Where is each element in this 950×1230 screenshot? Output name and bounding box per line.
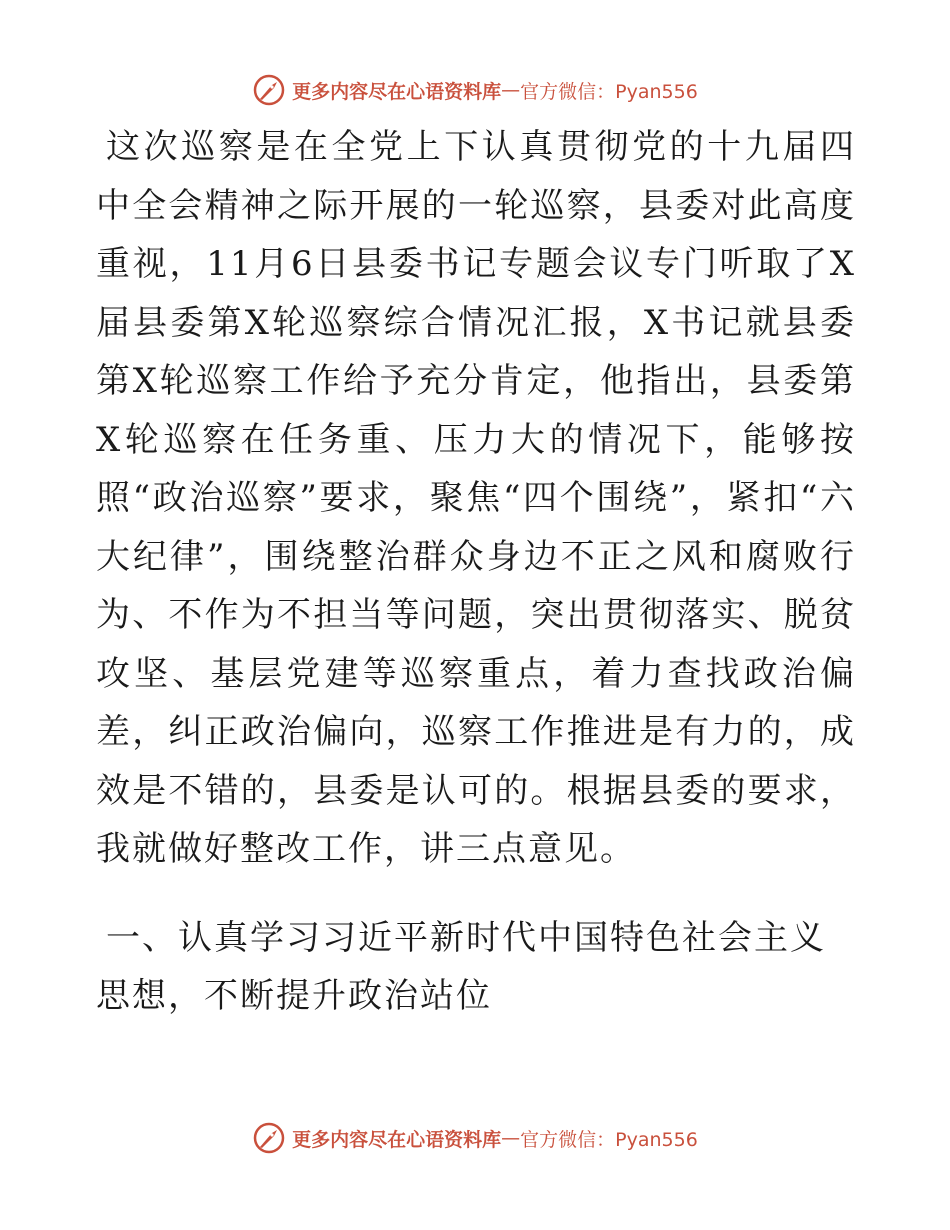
watermark-contact: 官方微信：Pyan556 — [520, 80, 698, 103]
pen-nib-circle-icon — [252, 1121, 286, 1155]
watermark-separator: — — [501, 79, 521, 101]
body-paragraph: 这次巡察是在全党上下认真贯彻党的十九届四中全会精神之际开展的一轮巡察，县委对此高度重视，11月6日县委书记专题会议专门听取了X届县委第X轮巡察综合情况汇报，X书记就县委第X轮巡察工作给予充分肯定，他指出，县委第X轮巡察在任务重、压力大的情况下，能够按照“政治巡察”要求，聚焦“四个围绕”，紧扣“六大纪律”，围绕整治群众身边不正之风和腐败行为、不作为不担当等问题，突出贯彻落实、脱贫攻坚、基层党建等巡察重点，着力查找政治偏差，纠正政治偏向，巡察工作推进是有力的，成效是不错的，县委是认可的。根据县委的要求，我就做好整改工作，讲三点意见。 — [96, 127, 856, 869]
footer-watermark — [0, 1118, 950, 1158]
watermark-separator: — — [501, 1127, 521, 1149]
watermark-text — [292, 77, 698, 104]
pen-nib-circle-icon — [252, 73, 286, 107]
watermark-brand: 更多内容尽在心语资料库 — [292, 1128, 502, 1151]
watermark-brand: 更多内容尽在心语资料库 — [292, 80, 502, 103]
header-watermark — [0, 70, 950, 110]
document-body — [96, 118, 856, 1026]
section-heading: 一、认真学习习近平新时代中国特色社会主义思想，不断提升政治站位 — [96, 917, 826, 1016]
watermark-contact: 官方微信：Pyan556 — [520, 1128, 698, 1151]
watermark-text — [292, 1125, 698, 1152]
